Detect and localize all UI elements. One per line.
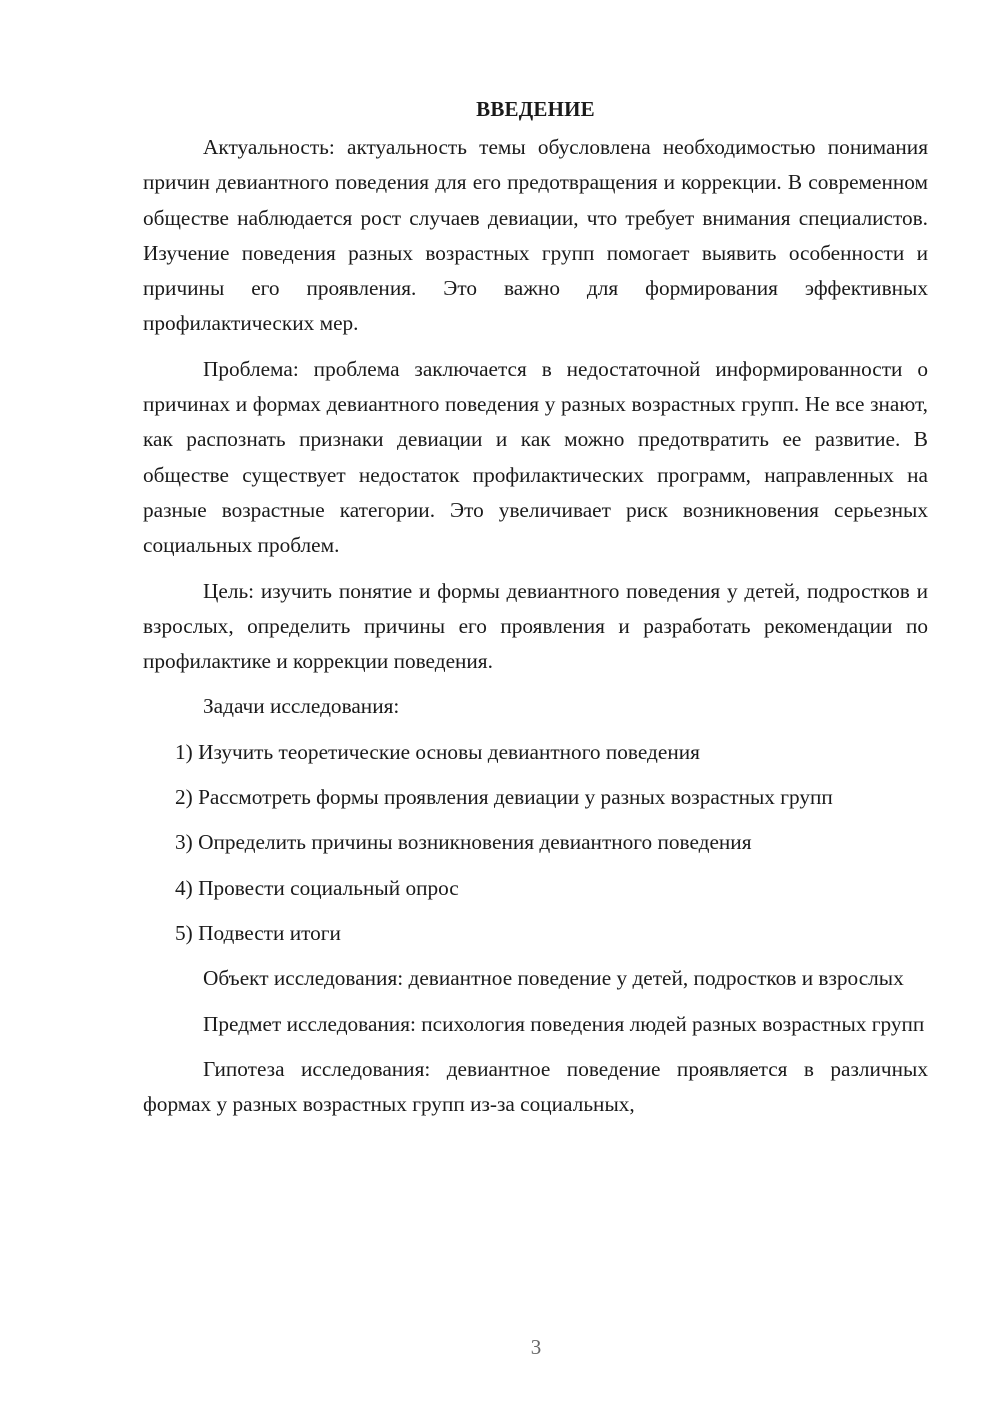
task-item-5: 5) Подвести итоги bbox=[175, 920, 341, 945]
task-item-3: 3) Определить причины возникновения девиантного поведения bbox=[175, 830, 752, 855]
paragraph-hypothesis: Гипотеза исследования: девиантное поведение проявляется в различных формах у разных возрастных групп из-за социальных, bbox=[143, 1056, 928, 1117]
document-page bbox=[143, 92, 928, 1132]
paragraph-relevance: Актуальность: актуальность темы обусловлена необходимостью понимания причин девиантного поведения для его предотвращения и коррекции. В современном обществе наблюдается рост случаев девиации, что требует внимания специалистов. Изучение поведения разных возрастных групп помогает выявить особенности и причины его проявления. Это важно для формирования эффективных профилактических мер. bbox=[143, 135, 928, 336]
task-item-4: 4) Провести социальный опрос bbox=[175, 875, 459, 900]
task-item-2: 2) Рассмотреть формы проявления девиации у разных возрастных групп bbox=[175, 785, 833, 810]
section-title: ВВЕДЕНИЕ bbox=[476, 97, 595, 121]
paragraph-goal: Цель: изучить понятие и формы девиантного поведения у детей, подростков и взрослых, определить причины его проявления и разработать рекомендации по профилактике и коррекции поведения. bbox=[143, 578, 928, 674]
paragraph-problem: Проблема: проблема заключается в недостаточной информированности о причинах и формах девиантного поведения у разных возрастных групп. Не все знают, как распознать признаки девиации и как можно предотвратить ее развитие. В обществе существует недостаток профилактических программ, направленных на разные возрастные категории. Это увеличивает риск возникновения серьезных социальных проблем. bbox=[143, 356, 928, 558]
paragraph-tasks-heading: Задачи исследования: bbox=[203, 694, 400, 719]
paragraph-subject: Предмет исследования: психология поведения людей разных возрастных групп bbox=[203, 1011, 925, 1036]
page-number: 3 bbox=[530, 1335, 542, 1359]
task-item-1: 1) Изучить теоретические основы девиантного поведения bbox=[175, 739, 700, 764]
paragraph-object: Объект исследования: девиантное поведение у детей, подростков и взрослых bbox=[203, 966, 904, 991]
